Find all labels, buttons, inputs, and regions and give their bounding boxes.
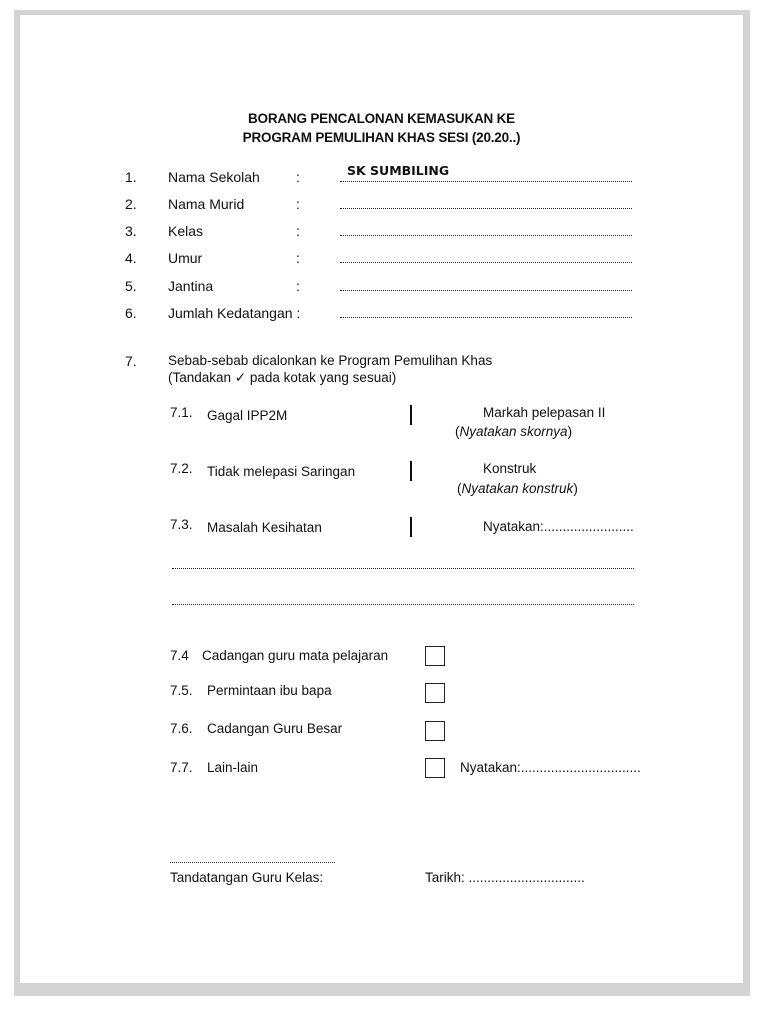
dotted-line (340, 181, 632, 182)
reason-number: 7.4 (170, 648, 189, 663)
reason-number: 7.2. (170, 461, 193, 476)
reason-number: 7.1. (170, 405, 193, 420)
section-7-instruction: (Tandakan ✓ pada kotak yang sesuai) (168, 370, 397, 385)
checkbox-permintaan-ibu-bapa[interactable] (425, 683, 445, 703)
field-label-jumlah-kedatangan: Jumlah Kedatangan : (168, 305, 301, 321)
reason-note-instruction: (Nyatakan skornya) (455, 424, 573, 439)
field-label-jantina: Jantina (168, 278, 214, 294)
reason-number: 7.7. (170, 760, 193, 775)
dotted-line-explanation-1[interactable] (172, 568, 634, 569)
reason-label-cadangan-guru-mata-pelajaran: Cadangan guru mata pelajaran (202, 648, 389, 663)
field-number: 2. (125, 196, 137, 212)
reason-label-permintaan-ibu-bapa: Permintaan ibu bapa (207, 683, 332, 698)
reason-label-masalah-kesihatan: Masalah Kesihatan (207, 520, 322, 535)
dotted-line-explanation-2[interactable] (172, 604, 634, 605)
reason-number: 7.6. (170, 721, 193, 736)
divider-bar (410, 461, 412, 481)
field-colon: : (296, 169, 300, 185)
reason-label-cadangan-guru-besar: Cadangan Guru Besar (207, 721, 343, 736)
reason-note: Markah pelepasan II (483, 405, 606, 420)
document-page (20, 15, 743, 983)
form-title-line1: BORANG PENCALONAN KEMASUKAN KE (247, 111, 515, 126)
field-value-nama-sekolah[interactable]: SK SUMBILING (347, 163, 450, 178)
section-7-number: 7. (125, 353, 137, 369)
field-label-kelas: Kelas (168, 223, 204, 239)
field-label-nama-murid: Nama Murid (168, 196, 245, 212)
field-input-kelas[interactable] (340, 235, 632, 236)
divider-bar (410, 517, 412, 537)
field-input-umur[interactable] (340, 262, 632, 263)
field-input-jumlah-kedatangan[interactable] (340, 317, 632, 318)
reason-number: 7.3. (170, 517, 193, 532)
reason-note-nyatakan: Nyatakan:........................ (483, 519, 634, 534)
reason-number: 7.5. (170, 683, 193, 698)
reason-note: Konstruk (483, 461, 537, 476)
checkbox-cadangan-guru-mata-pelajaran[interactable] (425, 646, 445, 666)
field-number: 4. (125, 250, 137, 266)
field-label-umur: Umur (168, 250, 203, 266)
field-number: 1. (125, 169, 137, 185)
lain-lain-nyatakan: Nyatakan:................................ (460, 760, 641, 775)
reason-label-lain-lain: Lain-lain (207, 760, 259, 775)
reason-label-tidak-melepasi-saringan: Tidak melepasi Saringan (207, 464, 356, 479)
field-label-nama-sekolah: Nama Sekolah (168, 169, 260, 185)
field-colon: : (296, 196, 300, 212)
section-7-heading: Sebab-sebab dicalonkan ke Program Pemulihan Khas (168, 353, 493, 368)
field-number: 5. (125, 278, 137, 294)
field-colon: : (296, 223, 300, 239)
divider-bar (410, 405, 412, 425)
field-input-jantina[interactable] (340, 290, 632, 291)
signature-line[interactable] (170, 862, 335, 863)
reason-note-instruction: (Nyatakan konstruk) (457, 481, 578, 496)
field-colon: : (296, 250, 300, 266)
date-label: Tarikh: ............................... (425, 870, 585, 885)
reason-label-gagal-ipp2m: Gagal IPP2M (207, 408, 288, 423)
field-colon: : (296, 278, 300, 294)
checkbox-lain-lain[interactable] (425, 758, 445, 778)
field-number: 6. (125, 305, 137, 321)
field-number: 3. (125, 223, 137, 239)
checkbox-cadangan-guru-besar[interactable] (425, 721, 445, 741)
field-input-nama-murid[interactable] (340, 208, 632, 209)
form-title-line2: PROGRAM PEMULIHAN KHAS SESI (20.20..) (242, 130, 521, 145)
signature-label: Tandatangan Guru Kelas: (170, 870, 324, 885)
